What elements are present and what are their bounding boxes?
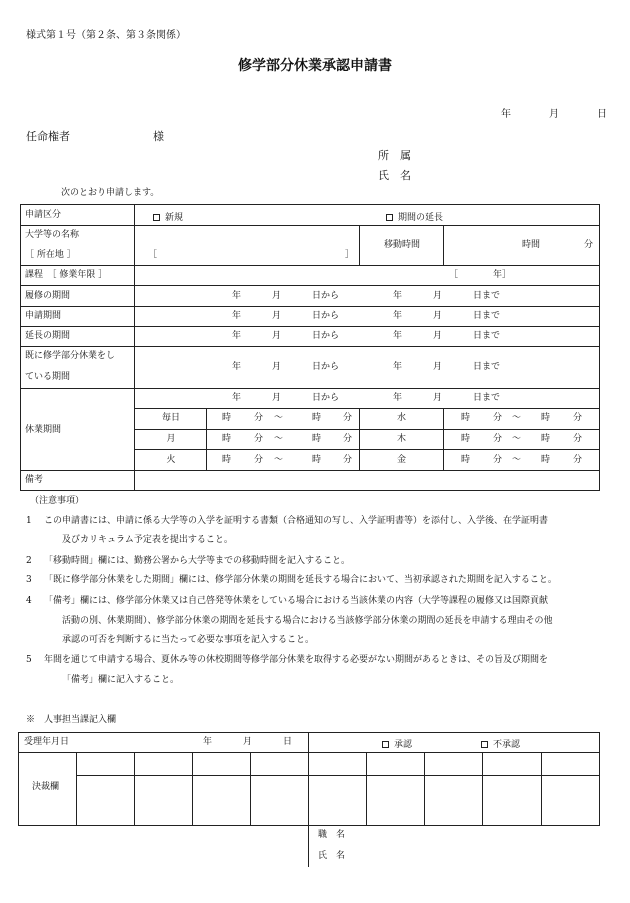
date-from: 日から	[312, 331, 340, 341]
time-tilde: ～	[512, 413, 522, 423]
date-from-month: 月	[272, 393, 282, 403]
location-bracket-open: ［	[148, 250, 158, 260]
period-label-extension: 延長の期間	[25, 331, 71, 341]
time-tilde: ～	[274, 434, 284, 444]
page-title: 修学部分休業承認申請書	[238, 58, 392, 74]
date-day-label: 日	[597, 109, 607, 120]
travel-time-label: 移動時間	[384, 240, 421, 250]
time-hour: 時	[541, 434, 551, 444]
date-until-month: 月	[433, 311, 443, 321]
note-number: 1	[26, 516, 32, 526]
leave-period-label: 休業期間	[25, 425, 62, 435]
date-until: 日まで	[473, 291, 501, 301]
date-until-month: 月	[433, 362, 443, 372]
date-from-year: 年	[232, 311, 242, 321]
time-tilde: ～	[274, 413, 284, 423]
location-label: ［ 所在地 ］	[25, 250, 76, 260]
date-until: 日まで	[473, 393, 501, 403]
day-label-tue: 火	[166, 455, 176, 465]
date-until: 日まで	[473, 362, 501, 372]
time-minute: 分	[343, 434, 353, 444]
note-line: 「移動時間」欄には、勤務公署から大学等までの移動時間を記入すること。	[44, 556, 351, 566]
period-label-application: 申請期間	[25, 311, 62, 321]
date-from: 日から	[312, 291, 340, 301]
note-number: 2	[26, 556, 32, 566]
note-number: 4	[26, 596, 32, 606]
time-tilde: ～	[512, 455, 522, 465]
date-until-year: 年	[393, 362, 403, 372]
note-line: 「備考」欄に記入すること。	[62, 675, 180, 685]
course-years-open: ［	[449, 270, 459, 280]
time-minute: 分	[493, 413, 503, 423]
date-from-year: 年	[232, 393, 242, 403]
note-line: この申請書には、申請に係る大学等の入学を証明する書類（合格通知の写し、入学証明書等）を添付し、入学後、在学証明書	[44, 516, 549, 526]
time-hour: 時	[312, 455, 322, 465]
date-month-label: 月	[549, 109, 559, 120]
received-year: 年	[203, 737, 213, 747]
position-label: 職 名	[318, 830, 346, 840]
remarks-label: 備考	[25, 475, 44, 485]
date-from-year: 年	[232, 331, 242, 341]
date-from: 日から	[312, 393, 340, 403]
date-from-month: 月	[272, 291, 282, 301]
checkbox-new[interactable]	[153, 214, 160, 221]
course-label: 課程 ［ 修業年限 ］	[25, 270, 108, 280]
form-number: 様式第１号（第２条、第３条関係）	[26, 30, 186, 41]
time-minute: 分	[573, 413, 583, 423]
option-new[interactable]: 新規	[153, 210, 183, 223]
time-minute: 分	[493, 434, 503, 444]
university-name-label: 大学等の名称	[25, 230, 80, 240]
time-minute: 分	[493, 455, 503, 465]
date-until-month: 月	[433, 291, 443, 301]
time-minute: 分	[343, 455, 353, 465]
office-heading: ※ 人事担当課記入欄	[26, 715, 117, 725]
time-minute: 分	[254, 413, 264, 423]
note-number: 5	[26, 655, 32, 665]
officer-name-label: 氏 名	[318, 851, 346, 861]
received-day: 日	[283, 737, 293, 747]
day-label-fri: 金	[396, 455, 406, 465]
note-line: 「既に修学部分休業をした期間」欄には、修学部分休業の期間を延長する場合において、当初承認された期間を記入すること。	[44, 575, 557, 585]
note-line: 活動の別、休業期間）、修学部分休業の期間を延長する場合における当該修学部分休業の期間の延長を申請する理由その他	[62, 616, 553, 626]
period-label-study: 履修の期間	[25, 291, 71, 301]
received-date-label: 受理年月日	[24, 737, 70, 747]
time-hour: 時	[461, 413, 471, 423]
notes-heading: （注意事項）	[30, 496, 85, 506]
received-month: 月	[243, 737, 253, 747]
intro-text: 次のとおり申請します。	[61, 188, 160, 198]
day-label-thu: 木	[396, 434, 406, 444]
previous-leave-label-2: ている期間	[25, 372, 71, 382]
date-from: 日から	[312, 362, 340, 372]
option-reject[interactable]: 不承認	[481, 737, 520, 750]
travel-minutes: 分	[584, 240, 594, 250]
time-hour: 時	[222, 413, 232, 423]
note-line: 「備考」欄には、修学部分休業又は自己啓発等休業をしている場合における当該休業の内容（大学等課程の履修又は国際貢献	[44, 596, 549, 606]
time-tilde: ～	[274, 455, 284, 465]
time-hour: 時	[541, 455, 551, 465]
previous-leave-label-1: 既に修学部分休業をし	[25, 351, 116, 361]
date-from-year: 年	[232, 362, 242, 372]
application-table	[20, 204, 600, 491]
time-minute: 分	[343, 413, 353, 423]
day-label-daily: 毎日	[161, 413, 180, 423]
day-label-mon: 月	[166, 434, 176, 444]
date-from-month: 月	[272, 362, 282, 372]
checkbox-extension[interactable]	[386, 214, 393, 221]
time-hour: 時	[222, 434, 232, 444]
date-until-year: 年	[393, 331, 403, 341]
time-hour: 時	[312, 413, 322, 423]
note-line: 及びカリキュラム予定表を提出すること。	[62, 535, 233, 545]
note-number: 3	[26, 575, 32, 585]
travel-hours: 時間	[522, 240, 541, 250]
time-hour: 時	[461, 455, 471, 465]
affiliation-label: 所 属	[378, 149, 411, 162]
location-bracket-close: ］	[345, 250, 355, 260]
note-line: 年間を通じて申請する場合、夏休み等の休校期間等修学部分休業を取得する必要がない期間があるときは、その旨及び期間を	[44, 655, 549, 665]
time-minute: 分	[254, 455, 264, 465]
time-hour: 時	[461, 434, 471, 444]
time-tilde: ～	[512, 434, 522, 444]
time-hour: 時	[312, 434, 322, 444]
checkbox-approve[interactable]	[382, 741, 389, 748]
checkbox-reject[interactable]	[481, 741, 488, 748]
date-until-month: 月	[433, 393, 443, 403]
time-hour: 時	[222, 455, 232, 465]
time-minute: 分	[254, 434, 264, 444]
application-type-label: 申請区分	[25, 210, 62, 220]
time-minute: 分	[573, 434, 583, 444]
date-until-year: 年	[393, 291, 403, 301]
date-until: 日まで	[473, 311, 501, 321]
day-label-wed: 水	[396, 413, 406, 423]
date-from-year: 年	[232, 291, 242, 301]
date-from: 日から	[312, 311, 340, 321]
option-extension[interactable]: 期間の延長	[386, 210, 443, 223]
note-line: 承認の可否を判断するに当たって必要な事項を記入すること。	[62, 635, 315, 645]
applicant-name-label: 氏 名	[378, 169, 411, 182]
time-minute: 分	[573, 455, 583, 465]
time-hour: 時	[541, 413, 551, 423]
date-until-month: 月	[433, 331, 443, 341]
date-year-label: 年	[501, 109, 511, 120]
date-until: 日まで	[473, 331, 501, 341]
date-until-year: 年	[393, 393, 403, 403]
honorific: 様	[153, 130, 164, 143]
date-until-year: 年	[393, 311, 403, 321]
date-from-month: 月	[272, 311, 282, 321]
date-from-month: 月	[272, 331, 282, 341]
course-years: 年］	[493, 270, 512, 280]
addressee: 任命権者	[26, 130, 70, 143]
decision-label: 決裁欄	[32, 782, 60, 792]
option-approve[interactable]: 承認	[382, 737, 412, 750]
